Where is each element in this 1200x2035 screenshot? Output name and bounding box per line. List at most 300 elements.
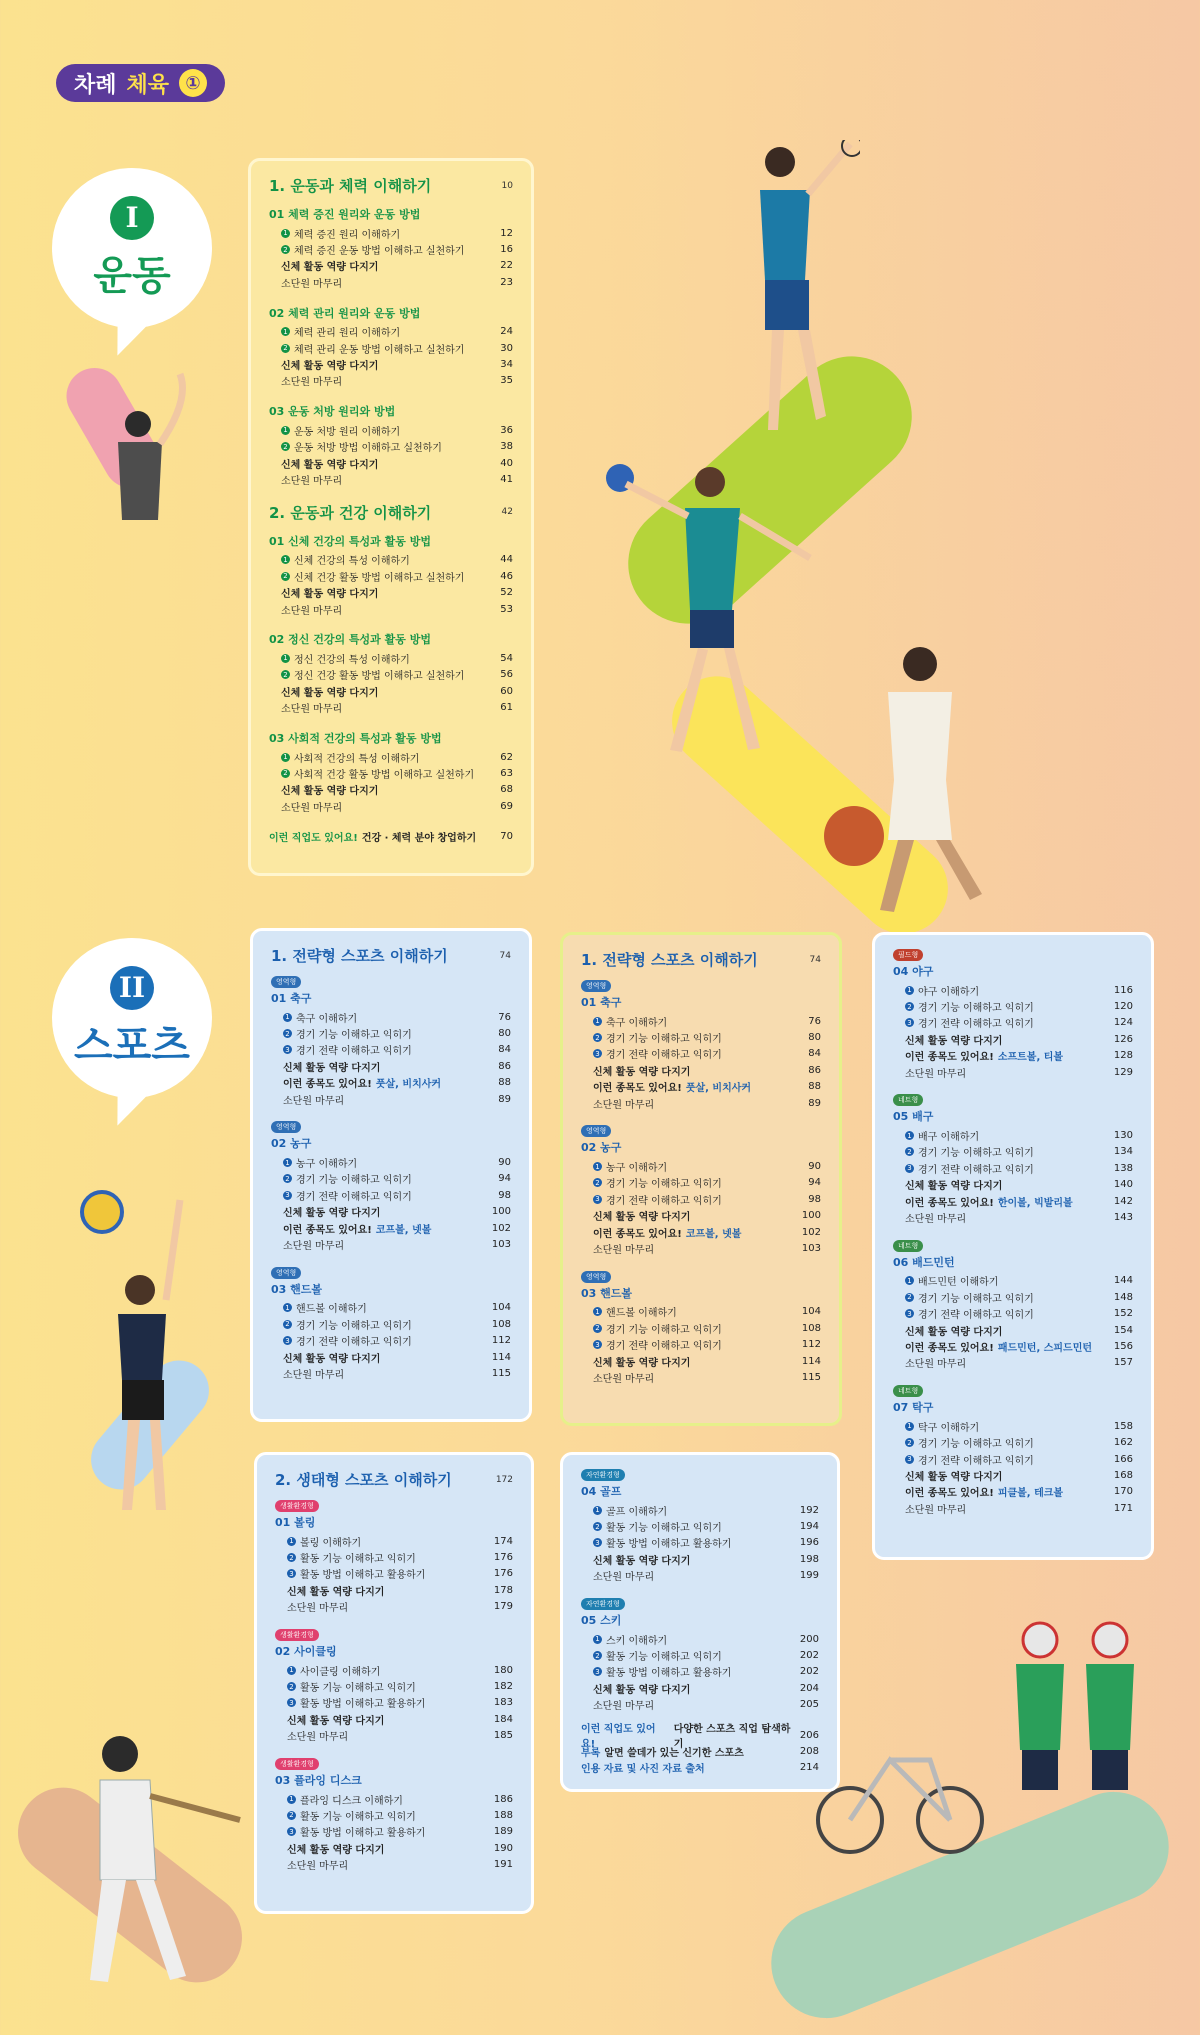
- entry-page: 191: [493, 1859, 513, 1871]
- toc-entry[interactable]: [269, 552, 513, 568]
- toc-entry[interactable]: [581, 1224, 821, 1240]
- unit1-number: I: [110, 196, 154, 240]
- toc-entry[interactable]: [581, 1502, 819, 1518]
- entry-highlight: 소프트볼, 티볼: [997, 1052, 1064, 1064]
- entry-title: 이런 종목도 있어요!: [283, 1224, 372, 1236]
- toc-entry[interactable]: [275, 1533, 513, 1549]
- toc-entry[interactable]: [581, 1095, 821, 1111]
- entry-page: 116: [1113, 984, 1133, 996]
- entry-title: 이런 종목도 있어요!: [905, 1488, 994, 1500]
- entry-page: 189: [493, 1826, 513, 1838]
- entry-number-badge: 2: [281, 344, 290, 353]
- entry-page: 68: [500, 784, 513, 796]
- entry-number-badge: 1: [905, 986, 914, 995]
- toc-entry[interactable]: [581, 1518, 819, 1534]
- toc-entry[interactable]: [269, 274, 513, 290]
- entry-label-group: [593, 1159, 667, 1174]
- entry-page: 12: [500, 227, 513, 239]
- toc-entry[interactable]: [581, 1304, 821, 1320]
- toc-entry[interactable]: [581, 1568, 819, 1584]
- toc-entry[interactable]: [275, 1582, 513, 1598]
- entry-label-group: [593, 1337, 722, 1352]
- entry-number-badge: 2: [593, 1033, 602, 1042]
- entry-title: 소단원 마무리: [281, 377, 343, 389]
- toc-entry[interactable]: [893, 1193, 1133, 1209]
- toc-entry[interactable]: [893, 1209, 1133, 1225]
- toc-entry[interactable]: [893, 1500, 1133, 1516]
- entry-page: 120: [1113, 1001, 1133, 1013]
- toc-entry[interactable]: [271, 1091, 511, 1107]
- entry-title: 운동 처방 원리 이해하기: [294, 426, 401, 438]
- toc-section: [269, 403, 513, 488]
- toc-entry[interactable]: [275, 1678, 513, 1694]
- section-title: 01 신체 건강의 특성과 활동 방법: [269, 534, 431, 548]
- section-title-row[interactable]: [581, 994, 821, 1010]
- section-title-row[interactable]: [893, 963, 1133, 979]
- section-title-row[interactable]: [269, 533, 513, 549]
- toc-entry[interactable]: [269, 356, 513, 372]
- section-title: 03 핸드볼: [271, 1282, 323, 1296]
- toc-entry[interactable]: [581, 1369, 821, 1385]
- toc-entry[interactable]: [893, 1418, 1133, 1434]
- entry-page: 100: [491, 1206, 511, 1218]
- entry-label-group: [287, 1663, 380, 1678]
- entry-title: 신체 활동 역량 다지기: [593, 1684, 691, 1696]
- toc-entry[interactable]: [275, 1695, 513, 1711]
- entry-title: 신체 활동 역량 다지기: [905, 1181, 1003, 1193]
- unit2-bubble: [52, 938, 212, 1098]
- category-tag: 영역형: [581, 1125, 611, 1137]
- toc-entry[interactable]: [581, 1158, 821, 1174]
- entry-page: 86: [808, 1064, 821, 1076]
- entry-number-badge: 1: [281, 555, 290, 564]
- toc-entry[interactable]: [271, 1236, 511, 1252]
- entry-label-group: [281, 439, 442, 454]
- toc-entry[interactable]: [893, 1451, 1133, 1467]
- entry-label-group: [281, 423, 400, 438]
- toc-entry[interactable]: [581, 1208, 821, 1224]
- entry-page: 138: [1113, 1162, 1133, 1174]
- toc-entry[interactable]: [271, 1365, 511, 1381]
- toc-entry[interactable]: [271, 1332, 511, 1348]
- toc-entry[interactable]: [269, 667, 513, 683]
- toc-entry[interactable]: [269, 373, 513, 389]
- entry-label-group: [281, 585, 378, 600]
- toc-section: [581, 980, 821, 1111]
- toc-entry[interactable]: [893, 1273, 1133, 1289]
- toc-entry[interactable]: [269, 324, 513, 340]
- entry-title: 야구 이해하기: [918, 986, 980, 998]
- entry-label-group: [905, 1501, 966, 1516]
- entry-label-group: [283, 1059, 380, 1074]
- section-title-row[interactable]: [269, 730, 513, 746]
- toc-entry[interactable]: [893, 1338, 1133, 1354]
- category-tag: 네트형: [893, 1385, 923, 1397]
- entry-page: 112: [491, 1335, 511, 1347]
- section-title-row[interactable]: [581, 1139, 821, 1155]
- section-title: 01 볼링: [275, 1516, 316, 1529]
- toc-entry[interactable]: [269, 568, 513, 584]
- section-title-row[interactable]: [893, 1254, 1133, 1270]
- toc-entry[interactable]: [275, 1840, 513, 1856]
- entry-highlight: 풋살, 비치사커: [375, 1079, 442, 1091]
- toc-entry[interactable]: [269, 782, 513, 798]
- entry-label-group: [287, 1566, 425, 1581]
- toc-entry[interactable]: [275, 1549, 513, 1565]
- toc-entry[interactable]: [581, 1240, 821, 1256]
- entry-label-group: [283, 1042, 412, 1057]
- entry-label-group: [281, 799, 342, 814]
- entry-title: 체력 증진 원리 이해하기: [294, 229, 401, 241]
- toc-entry[interactable]: [581, 1353, 821, 1369]
- entry-label-group: [287, 1695, 425, 1710]
- entry-title: 이런 종목도 있어요!: [905, 1197, 994, 1209]
- toc-panel-strategic-sports: [250, 928, 532, 1422]
- entry-title: 소단원 마무리: [593, 1373, 655, 1385]
- toc-entry[interactable]: [271, 1154, 511, 1170]
- entry-label-group: [281, 569, 464, 584]
- section-title-row[interactable]: [893, 1399, 1133, 1415]
- toc-entry[interactable]: [581, 1013, 821, 1029]
- toc-entry[interactable]: [269, 422, 513, 438]
- entry-title: 소단원 마무리: [905, 1504, 967, 1516]
- toc-entry[interactable]: [271, 1025, 511, 1041]
- section-title-row[interactable]: [581, 1285, 821, 1301]
- entry-page: 38: [500, 441, 513, 453]
- entry-page: 104: [801, 1306, 821, 1318]
- toc-entry[interactable]: [269, 749, 513, 765]
- entry-title: 경기 전략 이해하고 익히기: [606, 1195, 722, 1207]
- toc-panel-field-net-sports: [872, 932, 1154, 1560]
- entry-number-badge: 1: [281, 654, 290, 663]
- entry-title: 신체 활동 역량 다지기: [593, 1357, 691, 1369]
- toc-entry[interactable]: [269, 601, 513, 617]
- section-title-row[interactable]: [581, 1612, 819, 1628]
- entry-title: 경기 전략 이해하고 익히기: [296, 1337, 412, 1349]
- entry-page: 190: [493, 1842, 513, 1854]
- entry-title: 신체 활동 역량 다지기: [281, 459, 379, 471]
- toc-entry[interactable]: [893, 1144, 1133, 1160]
- toc-entry[interactable]: [269, 258, 513, 274]
- entry-highlight: 한이볼, 빅발리볼: [997, 1197, 1073, 1209]
- toc-panel-strategic-sports-alt: [560, 932, 842, 1426]
- toc-entry[interactable]: [893, 1484, 1133, 1500]
- toc-entry[interactable]: [269, 650, 513, 666]
- toc-entry[interactable]: [581, 1062, 821, 1078]
- toc-label: 차례: [74, 72, 117, 98]
- category-tag: 영역형: [581, 1271, 611, 1283]
- toc-entry[interactable]: [269, 225, 513, 241]
- entry-page: 103: [491, 1238, 511, 1250]
- entry-label-group: [905, 1339, 1092, 1354]
- toc-entry[interactable]: [269, 340, 513, 356]
- entry-label-group: [283, 1155, 357, 1170]
- entry-label-group: [287, 1792, 403, 1807]
- entry-label-group: [593, 1079, 751, 1094]
- toc-entry[interactable]: [893, 1467, 1133, 1483]
- section-title: 02 사이클링: [275, 1644, 337, 1658]
- entry-number-badge: 3: [283, 1045, 292, 1054]
- section-title-row[interactable]: [581, 1483, 819, 1499]
- toc-entry[interactable]: [269, 683, 513, 699]
- entry-label-group: [593, 1096, 654, 1111]
- toc-section: [269, 206, 513, 291]
- entry-label-group: [593, 1030, 722, 1045]
- baseball-player-figure: [70, 1730, 250, 1990]
- category-tag: 영역형: [271, 1121, 301, 1133]
- extra-entry[interactable]: [581, 1760, 819, 1776]
- toc-entry[interactable]: [581, 1079, 821, 1095]
- entry-highlight: 풋살, 비치사커: [685, 1083, 752, 1095]
- section-title: 01 축구: [271, 992, 312, 1005]
- toc-entry[interactable]: [581, 1631, 819, 1647]
- entry-title: 경기 기능 이해하고 익히기: [296, 1320, 412, 1332]
- entry-page: 214: [799, 1762, 819, 1774]
- entry-title: 농구 이해하기: [296, 1159, 358, 1171]
- entry-title: 건강 · 체력 분야 창업하기: [361, 833, 477, 845]
- section-title-row[interactable]: [275, 1772, 513, 1788]
- entry-label-group: [287, 1679, 416, 1694]
- toc-entry[interactable]: [893, 982, 1133, 998]
- entry-number-badge: 3: [593, 1049, 602, 1058]
- toc-entry[interactable]: [271, 1009, 511, 1025]
- entry-title: 소단원 마무리: [287, 1861, 349, 1873]
- entry-label-group: [905, 1306, 1034, 1321]
- entry-label-group: [593, 1370, 654, 1385]
- entry-label-group: [905, 1323, 1002, 1338]
- entry-page: 80: [498, 1028, 511, 1040]
- page-number: 172: [495, 1474, 513, 1485]
- toc-entry[interactable]: [269, 471, 513, 487]
- toc-entry[interactable]: [269, 699, 513, 715]
- toc-entry[interactable]: [269, 439, 513, 455]
- toc-entry[interactable]: [275, 1856, 513, 1872]
- entry-page: 60: [500, 685, 513, 697]
- section-title-row[interactable]: [275, 1643, 513, 1659]
- toc-entry[interactable]: [271, 1316, 511, 1332]
- entry-title: 소단원 마무리: [593, 1099, 655, 1111]
- toc-entry[interactable]: [275, 1566, 513, 1582]
- entry-title: 경기 전략 이해하고 익히기: [918, 1019, 1034, 1031]
- toc-entry[interactable]: [271, 1075, 511, 1091]
- toc-entry[interactable]: [893, 1177, 1133, 1193]
- toc-entry[interactable]: [581, 1680, 819, 1696]
- toc-entry[interactable]: [269, 455, 513, 471]
- entry-page: 63: [500, 767, 513, 779]
- toc-entry[interactable]: [271, 1300, 511, 1316]
- entry-page: 115: [491, 1367, 511, 1379]
- section-title-row[interactable]: [271, 990, 511, 1006]
- toc-entry[interactable]: [581, 1336, 821, 1352]
- section-title-row[interactable]: [269, 305, 513, 321]
- part-title: 1. 운동과 체력 이해하기: [269, 177, 432, 195]
- entry-number-badge: 1: [593, 1017, 602, 1026]
- entry-number-badge: 1: [283, 1158, 292, 1167]
- toc-entry[interactable]: [269, 584, 513, 600]
- entry-label-group: [281, 602, 342, 617]
- entry-title: 경기 전략 이해하고 익히기: [918, 1455, 1034, 1467]
- entry-label-group: [283, 1010, 357, 1025]
- entry-number-badge: 1: [593, 1307, 602, 1316]
- basketball-player-figure: [820, 640, 1020, 920]
- toc-entry[interactable]: [275, 1791, 513, 1807]
- toc-section: [271, 1121, 511, 1252]
- entry-page: 171: [1113, 1502, 1133, 1514]
- entry-page: 180: [493, 1664, 513, 1676]
- toc-entry[interactable]: [893, 1160, 1133, 1176]
- entry-page: 182: [493, 1681, 513, 1693]
- entry-page: 168: [1113, 1469, 1133, 1481]
- section-title: 02 농구: [271, 1137, 312, 1151]
- entry-number-badge: 2: [593, 1178, 602, 1187]
- category-tag: 필드형: [893, 949, 923, 961]
- entry-title: 소단원 마무리: [593, 1701, 655, 1713]
- toc-entry[interactable]: [581, 1029, 821, 1045]
- entry-title: 소단원 마무리: [283, 1369, 345, 1381]
- section-title-row[interactable]: [269, 206, 513, 222]
- category-tag: 영역형: [271, 1267, 301, 1279]
- toc-entry[interactable]: [893, 1031, 1133, 1047]
- entry-page: 35: [500, 375, 513, 387]
- entry-page: 108: [491, 1318, 511, 1330]
- toc-entry[interactable]: [581, 1535, 819, 1551]
- section-title-row[interactable]: [275, 1514, 513, 1530]
- toc-entry[interactable]: [275, 1711, 513, 1727]
- entry-label-group: [905, 983, 979, 998]
- toc-entry[interactable]: [893, 1322, 1133, 1338]
- toc-entry[interactable]: [271, 1171, 511, 1187]
- toc-entry[interactable]: [893, 1434, 1133, 1450]
- toc-entry[interactable]: [271, 1220, 511, 1236]
- toc-entry[interactable]: [581, 1664, 819, 1680]
- entry-label-group: [287, 1583, 384, 1598]
- entry-title: 활동 기능 이해하고 익히기: [606, 1523, 722, 1535]
- section-title-row[interactable]: [271, 1135, 511, 1151]
- entry-page: 36: [500, 424, 513, 436]
- section-title-row[interactable]: [269, 403, 513, 419]
- toc-entry[interactable]: [581, 1320, 821, 1336]
- entry-title: 핸드볼 이해하기: [606, 1308, 677, 1320]
- entry-label-group: [905, 1435, 1034, 1450]
- toc-entry[interactable]: [271, 1058, 511, 1074]
- category-tag: 네트형: [893, 1094, 923, 1106]
- toc-entry[interactable]: [581, 1191, 821, 1207]
- entry-label-group: [905, 1032, 1002, 1047]
- entry-page: 62: [500, 751, 513, 763]
- toc-entry[interactable]: [581, 1046, 821, 1062]
- toc-entry[interactable]: [275, 1662, 513, 1678]
- entry-page: 188: [493, 1809, 513, 1821]
- section-title-row[interactable]: [271, 1281, 511, 1297]
- toc-entry[interactable]: [893, 998, 1133, 1014]
- toc-entry[interactable]: [275, 1728, 513, 1744]
- entry-label-group: [593, 1519, 722, 1534]
- entry-label-group: [593, 1354, 690, 1369]
- entry-title: 신체 활동 역량 다지기: [905, 1035, 1003, 1047]
- entry-page: 98: [808, 1193, 821, 1205]
- entry-label-group: [287, 1712, 384, 1727]
- toc-entry[interactable]: [893, 1127, 1133, 1143]
- section-title-row[interactable]: [269, 631, 513, 647]
- toc-entry[interactable]: [271, 1187, 511, 1203]
- entry-label-group: [281, 242, 464, 257]
- entry-title: 신체 활동 역량 다지기: [593, 1212, 691, 1224]
- toc-entry[interactable]: [581, 1647, 819, 1663]
- toc-entry[interactable]: [581, 1175, 821, 1191]
- entry-label-group: [905, 1128, 979, 1143]
- entry-label-group: [905, 1468, 1002, 1483]
- entry-title: 스키 이해하기: [606, 1635, 668, 1647]
- entry-page: 69: [500, 800, 513, 812]
- entry-page: 142: [1113, 1195, 1133, 1207]
- entry-title: 활동 방법 이해하고 활용하기: [606, 1668, 732, 1680]
- entry-number-badge: 1: [287, 1537, 296, 1546]
- entry-page: 80: [808, 1032, 821, 1044]
- entry-page: 143: [1113, 1211, 1133, 1223]
- entry-title: 경기 기능 이해하고 익히기: [606, 1034, 722, 1046]
- toc-entry[interactable]: [893, 1064, 1133, 1080]
- toc-entry[interactable]: [275, 1599, 513, 1615]
- entry-page: 40: [500, 457, 513, 469]
- entry-label-group: [593, 1503, 667, 1518]
- entry-title: 경기 전략 이해하고 익히기: [296, 1046, 412, 1058]
- entry-page: 98: [498, 1189, 511, 1201]
- entry-page: 202: [799, 1650, 819, 1662]
- toc-section: [269, 533, 513, 618]
- entry-label-group: [593, 1208, 690, 1223]
- entry-page: 84: [498, 1044, 511, 1056]
- entry-page: 44: [500, 554, 513, 566]
- entry-label-group: [281, 700, 342, 715]
- entry-label-group: [281, 456, 378, 471]
- entry-title: 신체 활동 역량 다지기: [281, 687, 379, 699]
- toc-entry[interactable]: [581, 1551, 819, 1567]
- entry-title: 소단원 마무리: [283, 1095, 345, 1107]
- entry-label-group: [281, 324, 400, 339]
- toc-entry[interactable]: [893, 1048, 1133, 1064]
- toc-entry[interactable]: [893, 1305, 1133, 1321]
- toc-entry[interactable]: [271, 1204, 511, 1220]
- toc-entry[interactable]: [893, 1355, 1133, 1371]
- toc-entry[interactable]: [581, 1697, 819, 1713]
- toc-entry[interactable]: [269, 241, 513, 257]
- entry-page: 178: [493, 1584, 513, 1596]
- footer-entry[interactable]: [269, 828, 513, 844]
- toc-title-pill: [56, 64, 225, 102]
- entry-number-badge: 3: [905, 1455, 914, 1464]
- toc-entry[interactable]: [893, 1289, 1133, 1305]
- toc-entry[interactable]: [269, 765, 513, 781]
- entry-page: 154: [1113, 1324, 1133, 1336]
- entry-label-group: [905, 1355, 966, 1370]
- toc-entry[interactable]: [275, 1807, 513, 1823]
- section-title-row[interactable]: [893, 1108, 1133, 1124]
- volleyball-player-figure: [70, 1190, 210, 1520]
- entry-title: 소단원 마무리: [287, 1603, 349, 1615]
- page-number: 74: [499, 950, 511, 961]
- entry-page: 200: [799, 1633, 819, 1645]
- entry-page: 185: [493, 1730, 513, 1742]
- entry-title: 볼링 이해하기: [300, 1537, 362, 1549]
- toc-entry[interactable]: [275, 1824, 513, 1840]
- toc-entry[interactable]: [271, 1349, 511, 1365]
- toc-entry[interactable]: [893, 1015, 1133, 1031]
- entry-title: 경기 기능 이해하고 익히기: [918, 1293, 1034, 1305]
- toc-entry[interactable]: [271, 1042, 511, 1058]
- entry-title: 신체 활동 역량 다지기: [281, 361, 379, 373]
- toc-entry[interactable]: [269, 798, 513, 814]
- entry-title: 신체 활동 역량 다지기: [287, 1844, 385, 1856]
